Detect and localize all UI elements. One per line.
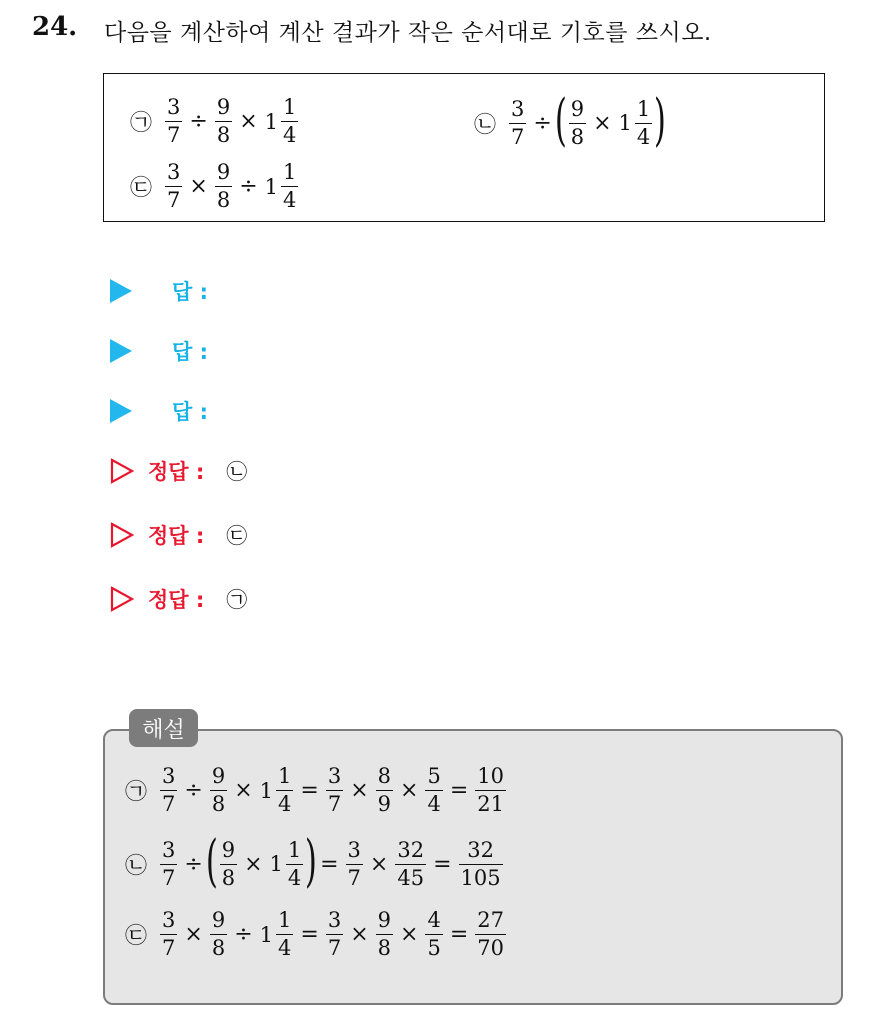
fraction: $\frac{32}{105}$	[460, 837, 501, 890]
fraction: $\frac{3}{7}$	[167, 95, 181, 147]
fraction: $\frac{1}{4}$	[283, 160, 297, 212]
operator: ×	[400, 922, 419, 947]
operator: ×	[400, 778, 419, 803]
play-arrow-icon	[110, 339, 132, 363]
choice-symbol: ㉠	[125, 780, 148, 805]
correct-answer-value: ㉡	[226, 460, 248, 484]
fraction: $\frac{9}{8}$	[570, 96, 585, 149]
operator: ×	[593, 110, 612, 136]
solution-tag: 해설	[129, 709, 198, 747]
operator: ×	[369, 851, 389, 877]
answer-blank-1[interactable]	[110, 276, 208, 306]
fraction: $\frac{9}{8}$	[211, 908, 226, 960]
left-paren: (	[554, 88, 567, 153]
question-number: 24.	[32, 12, 78, 42]
right-paren: )	[654, 88, 667, 153]
fraction: $\frac{5}{4}$	[427, 764, 441, 816]
choice-symbol: ㉢	[125, 924, 148, 949]
whole-number: 1	[259, 778, 274, 803]
solution-line-a	[125, 766, 509, 815]
operator: ×	[189, 174, 208, 199]
choice-symbol: ㉡	[125, 853, 148, 879]
choice-a	[130, 97, 301, 146]
operator: ÷	[184, 778, 203, 803]
correct-answer-label: 정답 :	[148, 588, 205, 612]
outline-arrow-icon	[110, 522, 134, 548]
answer-label: 답 :	[172, 400, 208, 424]
whole-number: 1	[269, 852, 283, 876]
whole-number: 1	[264, 109, 279, 134]
operator: =	[449, 778, 469, 803]
choice-symbol: ㉡	[474, 112, 497, 138]
operator: =	[433, 851, 452, 877]
solution-line-b	[125, 829, 506, 894]
left-paren: (	[205, 829, 218, 894]
fraction: $\frac{3}{7}$	[347, 837, 361, 890]
fraction: $\frac{32}{45}$	[397, 837, 425, 890]
correct-answer-label: 정답 :	[148, 524, 205, 548]
whole-number: 1	[264, 174, 279, 199]
fraction: $\frac{3}{7}$	[167, 160, 181, 212]
fraction: $\frac{9}{8}$	[216, 95, 231, 147]
operator: ×	[244, 851, 263, 877]
answer-label: 답 :	[172, 340, 208, 364]
operator: ×	[350, 922, 369, 947]
fraction: $\frac{1}{4}$	[287, 837, 302, 890]
fraction: $\frac{3}{7}$	[511, 96, 525, 149]
outline-arrow-icon	[110, 458, 134, 484]
fraction: $\frac{9}{8}$	[216, 160, 231, 212]
operator: ÷	[533, 110, 552, 136]
fraction: $\frac{1}{4}$	[636, 96, 651, 149]
correct-answer-3	[110, 584, 247, 614]
operator: =	[300, 778, 319, 803]
fraction: $\frac{9}{8}$	[221, 837, 236, 890]
fraction: $\frac{3}{7}$	[327, 764, 342, 816]
fraction: $\frac{9}{8}$	[377, 908, 392, 960]
choice-symbol: ㉠	[130, 111, 153, 136]
solution-line-c	[125, 910, 509, 959]
answer-label: 답 :	[172, 280, 208, 304]
correct-answer-2	[110, 520, 247, 550]
operator: ×	[350, 778, 369, 803]
whole-number: 1	[259, 922, 274, 947]
fraction: $\frac{10}{21}$	[477, 764, 504, 816]
outline-arrow-icon	[110, 586, 134, 612]
correct-answer-label: 정답 :	[148, 460, 205, 484]
fraction: $\frac{3}{7}$	[162, 764, 176, 816]
fraction: $\frac{4}{5}$	[427, 908, 441, 960]
fraction: $\frac{3}{7}$	[327, 908, 342, 960]
operator: ÷	[189, 109, 208, 134]
fraction: $\frac{1}{4}$	[283, 95, 297, 147]
operator: =	[320, 851, 339, 877]
operator: ×	[234, 778, 253, 803]
question-text: 다음을 계산하여 계산 결과가 작은 순서대로 기호를 쓰시오.	[104, 20, 712, 46]
operator: ÷	[184, 851, 203, 877]
play-arrow-icon	[110, 399, 132, 423]
right-paren: )	[305, 829, 318, 894]
answer-blank-2[interactable]	[110, 336, 208, 366]
fraction: $\frac{8}{9}$	[377, 764, 392, 816]
operator: =	[449, 922, 469, 947]
fraction: $\frac{9}{8}$	[211, 764, 226, 816]
operator: ×	[239, 109, 258, 134]
fraction: $\frac{1}{4}$	[278, 908, 292, 960]
fraction: $\frac{1}{4}$	[278, 764, 292, 816]
correct-answer-1	[110, 456, 247, 486]
correct-answer-value: ㉢	[226, 524, 248, 548]
operator: =	[300, 922, 319, 947]
choice-symbol: ㉢	[130, 176, 153, 201]
operator: ÷	[234, 922, 253, 947]
operator: ×	[184, 922, 203, 947]
fraction: $\frac{3}{7}$	[162, 908, 176, 960]
operator: ÷	[239, 174, 258, 199]
fraction: $\frac{27}{70}$	[477, 908, 504, 960]
correct-answer-value: ㉠	[226, 588, 248, 612]
answer-blank-3[interactable]	[110, 396, 208, 426]
choice-c	[130, 162, 301, 211]
whole-number: 1	[618, 111, 632, 135]
choice-b	[474, 88, 667, 153]
fraction: $\frac{3}{7}$	[162, 837, 176, 890]
play-arrow-icon	[110, 279, 132, 303]
